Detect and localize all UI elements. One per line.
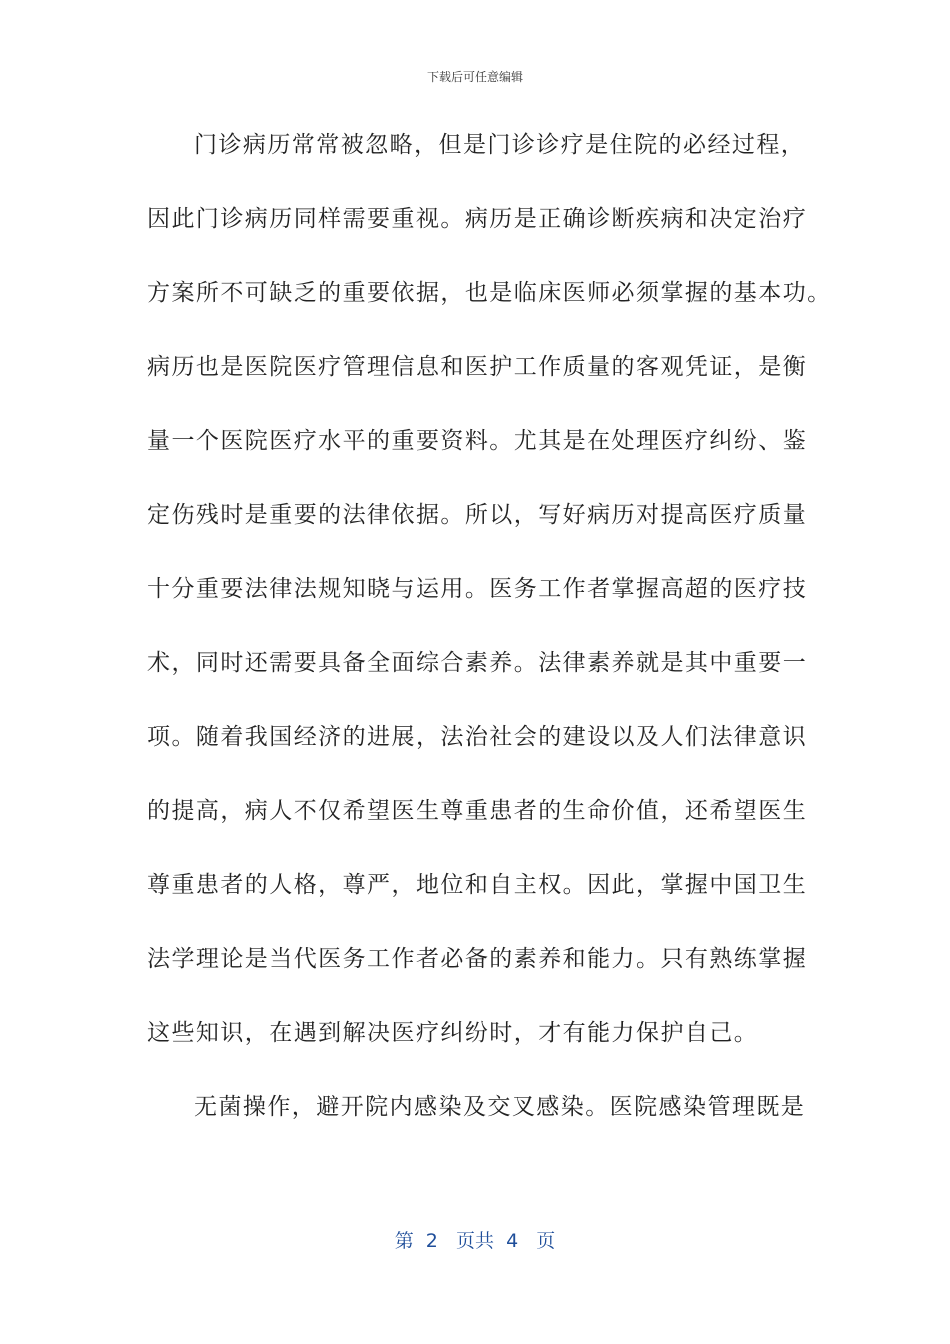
text-line: 无菌操作，避开院内感染及交叉感染。医院感染管理既是 xyxy=(194,1094,806,1120)
page-header-note: 下载后可任意编辑 xyxy=(426,70,523,84)
text-line: 的提高，病人不仅希望医生尊重患者的生命价值，还希望医生 xyxy=(147,798,808,824)
text-line: 十分重要法律法规知晓与运用。医务工作者掌握高超的医疗技 xyxy=(147,576,808,602)
text-line: 方案所不可缺乏的重要依据，也是临床医师必须掌握的基本功。 xyxy=(147,280,832,306)
text-line: 因此门诊病历同样需要重视。病历是正确诊断疾病和决定治疗 xyxy=(147,206,808,232)
text-line: 尊重患者的人格，尊严，地位和自主权。因此，掌握中国卫生 xyxy=(147,872,808,898)
text-line: 病历也是医院医疗管理信息和医护工作质量的客观凭证，是衡 xyxy=(147,354,808,380)
text-line: 门诊病历常常被忽略，但是门诊诊疗是住院的必经过程， xyxy=(194,132,806,158)
text-line: 定伤残时是重要的法律依据。所以，写好病历对提高医疗质量 xyxy=(147,502,808,528)
text-line: 项。随着我国经济的进展，法治社会的建设以及人们法律意识 xyxy=(147,724,808,750)
text-line: 术，同时还需要具备全面综合素养。法律素养就是其中重要一 xyxy=(147,650,808,676)
text-line: 法学理论是当代医务工作者必备的素养和能力。只有熟练掌握 xyxy=(147,946,808,972)
text-line: 量一个医院医疗水平的重要资料。尤其是在处理医疗纠纷、鉴 xyxy=(147,428,808,454)
page-number: 第 2 页共 4 页 xyxy=(394,1230,556,1252)
text-line: 这些知识，在遇到解决医疗纠纷时，才有能力保护自己。 xyxy=(147,1020,759,1046)
